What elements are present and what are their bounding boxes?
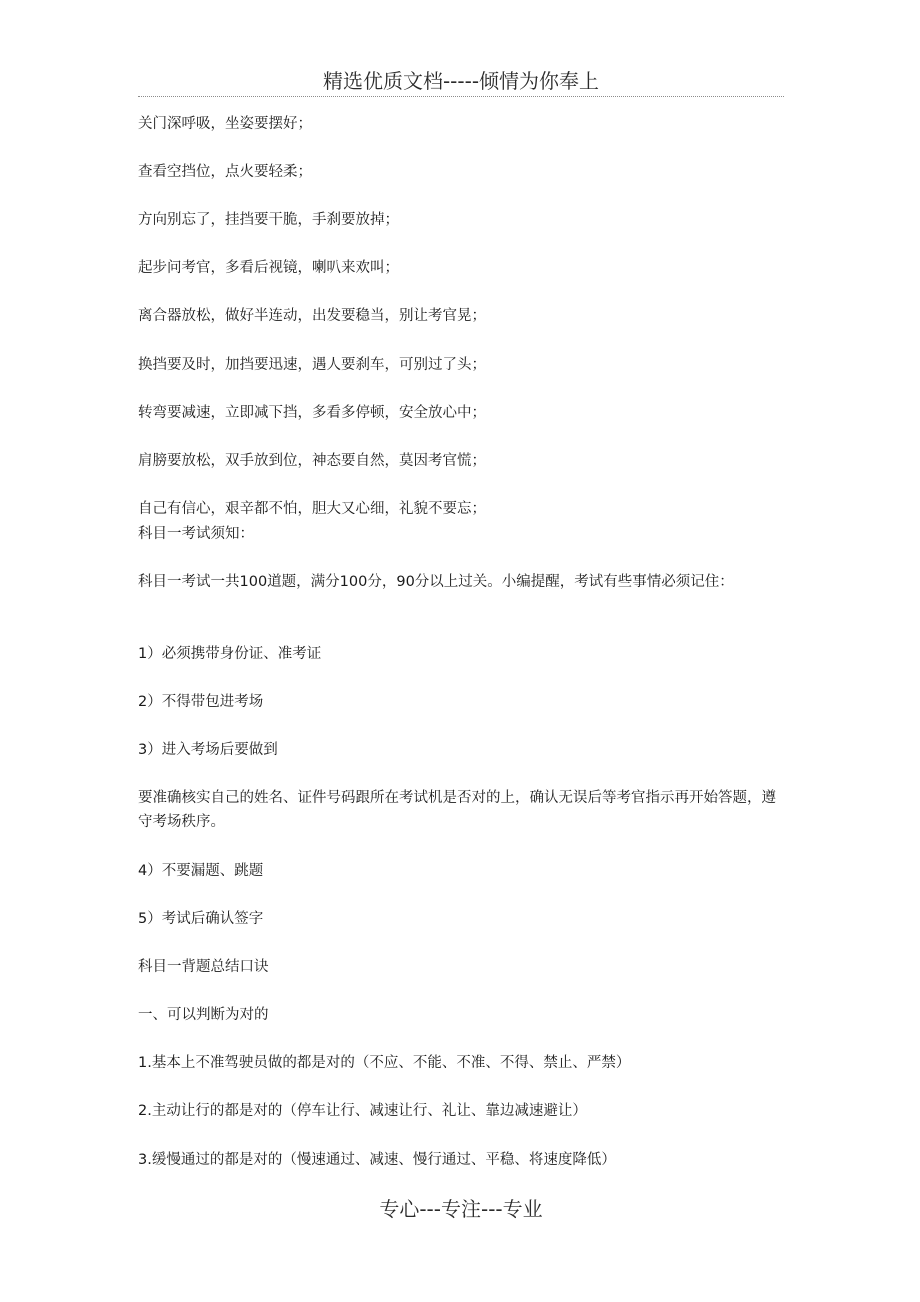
list-item: 4）不要漏题、跳题 <box>138 863 264 879</box>
text-line: 换挡要及时，加挡要迅速，遇人要刹车，可别过了头； <box>138 357 486 373</box>
section-heading: 科目一背题总结口诀 <box>138 959 269 975</box>
section-heading: 科目一考试须知： <box>138 526 254 542</box>
text-line: 关门深呼吸，坐姿要摆好； <box>138 116 312 132</box>
list-item: 5）考试后确认签字 <box>138 911 264 927</box>
list-item: 3）进入考场后要做到 <box>138 742 278 758</box>
text-line: 方向别忘了，挂挡要干脆，手刹要放掉； <box>138 212 399 228</box>
text-line: 自己有信心，艰辛都不怕，胆大又心细，礼貌不要忘； <box>138 501 486 517</box>
list-item: 1.基本上不准驾驶员做的都是对的（不应、不能、不准、不得、禁止、严禁） <box>138 1055 631 1071</box>
list-item: 1）必须携带身份证、准考证 <box>138 646 322 662</box>
text-paragraph: 科目一考试一共100道题，满分100分，90分以上过关。小编提醒，考试有些事情必须记住： <box>138 574 734 590</box>
text-line: 查看空挡位，点火要轻柔； <box>138 164 312 180</box>
page-header-title: 精选优质文档-----倾情为你奉上 <box>322 69 600 93</box>
text-line: 离合器放松，做好半连动，出发要稳当，别让考官晃； <box>138 308 486 324</box>
text-line: 起步问考官，多看后视镜，喇叭来欢叫； <box>138 260 399 276</box>
list-item: 2）不得带包进考场 <box>138 694 264 710</box>
text-line: 转弯要减速，立即减下挡，多看多停顿，安全放心中； <box>138 405 486 421</box>
text-paragraph: 要准确核实自己的姓名、证件号码跟所在考试机是否对的上，确认无误后等考官指示再开始答题，遵守考场秩序。 <box>138 790 776 830</box>
page-footer-text: 专心---专注---专业 <box>379 1197 543 1221</box>
list-item: 3.缓慢通过的都是对的（慢速通过、减速、慢行通过、平稳、将速度降低） <box>138 1152 616 1168</box>
list-item: 2.主动让行的都是对的（停车让行、减速让行、礼让、靠边减速避让） <box>138 1103 587 1119</box>
text-line: 肩膀要放松，双手放到位，神态要自然，莫因考官慌； <box>138 453 486 469</box>
header-divider <box>138 96 784 97</box>
section-heading: 一、可以判断为对的 <box>138 1007 269 1023</box>
